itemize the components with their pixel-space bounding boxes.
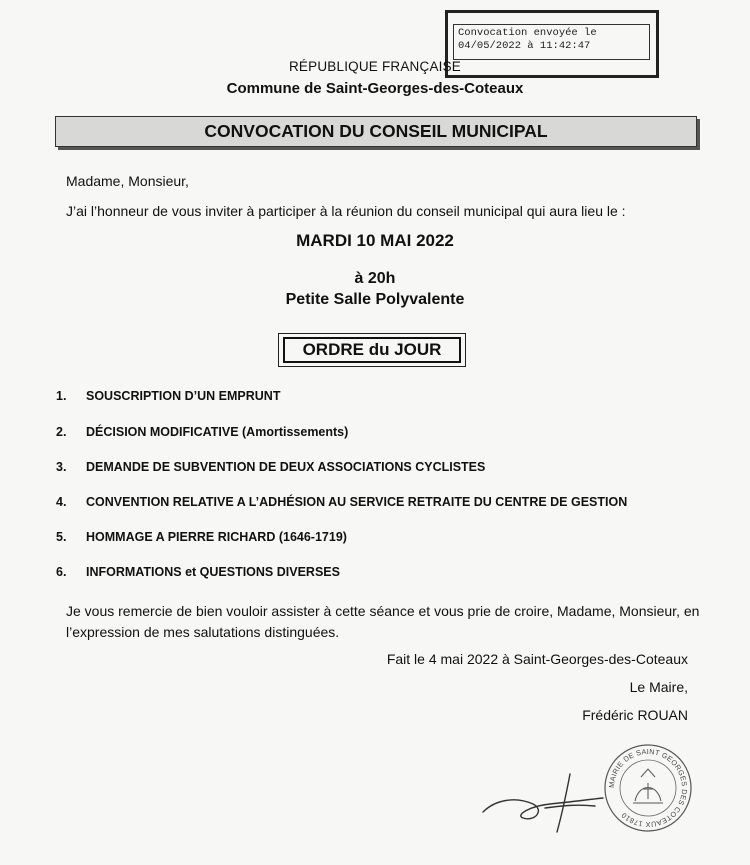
sent-stamp-line-2: 04/05/2022 à 11:42:47 bbox=[458, 40, 591, 52]
republique-header: RÉPUBLIQUE FRANÇAISE bbox=[288, 59, 462, 74]
salutation: Madame, Monsieur, bbox=[66, 173, 189, 189]
agenda-item-text: DEMANDE DE SUBVENTION DE DEUX ASSOCIATIONS CYCLISTES bbox=[86, 460, 486, 474]
agenda-item-number: 3. bbox=[56, 460, 67, 474]
intro-text: J’ai l’honneur de vous inviter à participer à la réunion du conseil municipal qui aura lieu le : bbox=[66, 203, 626, 219]
sent-stamp bbox=[453, 24, 650, 60]
meeting-time: à 20h bbox=[354, 270, 396, 287]
agenda-heading: ORDRE du JOUR bbox=[283, 337, 461, 363]
mayor-title: Le Maire, bbox=[629, 679, 688, 695]
agenda-item-text: SOUSCRIPTION D’UN EMPRUNT bbox=[86, 389, 281, 403]
seal-ring-text: MAIRIE DE SAINT GEORGES DES COTEAUX 17810 bbox=[606, 746, 690, 830]
agenda-item-text: CONVENTION RELATIVE A L’ADHÉSION AU SERVICE RETRAITE DU CENTRE DE GESTION bbox=[86, 495, 628, 509]
agenda-item-number: 5. bbox=[56, 530, 67, 544]
agenda-item-number: 1. bbox=[56, 389, 67, 403]
closing-paragraph: Je vous remercie de bien vouloir assister à cette séance et vous prie de croire, Madame, Monsieur, en l’expression de mes salutations distinguées. bbox=[66, 603, 700, 640]
municipal-seal bbox=[603, 743, 693, 833]
agenda-item-text: INFORMATIONS et QUESTIONS DIVERSES bbox=[86, 565, 340, 579]
commune-name: Commune de Saint-Georges-des-Coteaux bbox=[226, 80, 524, 97]
agenda-item-text: HOMMAGE A PIERRE RICHARD (1646-1719) bbox=[86, 530, 347, 544]
meeting-date: MARDI 10 MAI 2022 bbox=[296, 231, 454, 250]
agenda-item-number: 4. bbox=[56, 495, 67, 509]
document-title: CONVOCATION DU CONSEIL MUNICIPAL bbox=[55, 116, 697, 147]
meeting-place: Petite Salle Polyvalente bbox=[285, 291, 465, 308]
agenda-item-number: 6. bbox=[56, 565, 67, 579]
mayor-name: Frédéric ROUAN bbox=[582, 707, 688, 723]
signature-place-date: Fait le 4 mai 2022 à Saint-Georges-des-Coteaux bbox=[386, 651, 688, 667]
agenda-item-text: DÉCISION MODIFICATIVE (Amortissements) bbox=[86, 425, 349, 439]
agenda-item-number: 2. bbox=[56, 425, 67, 439]
sent-stamp-line-1: Convocation envoyée le bbox=[458, 27, 597, 39]
